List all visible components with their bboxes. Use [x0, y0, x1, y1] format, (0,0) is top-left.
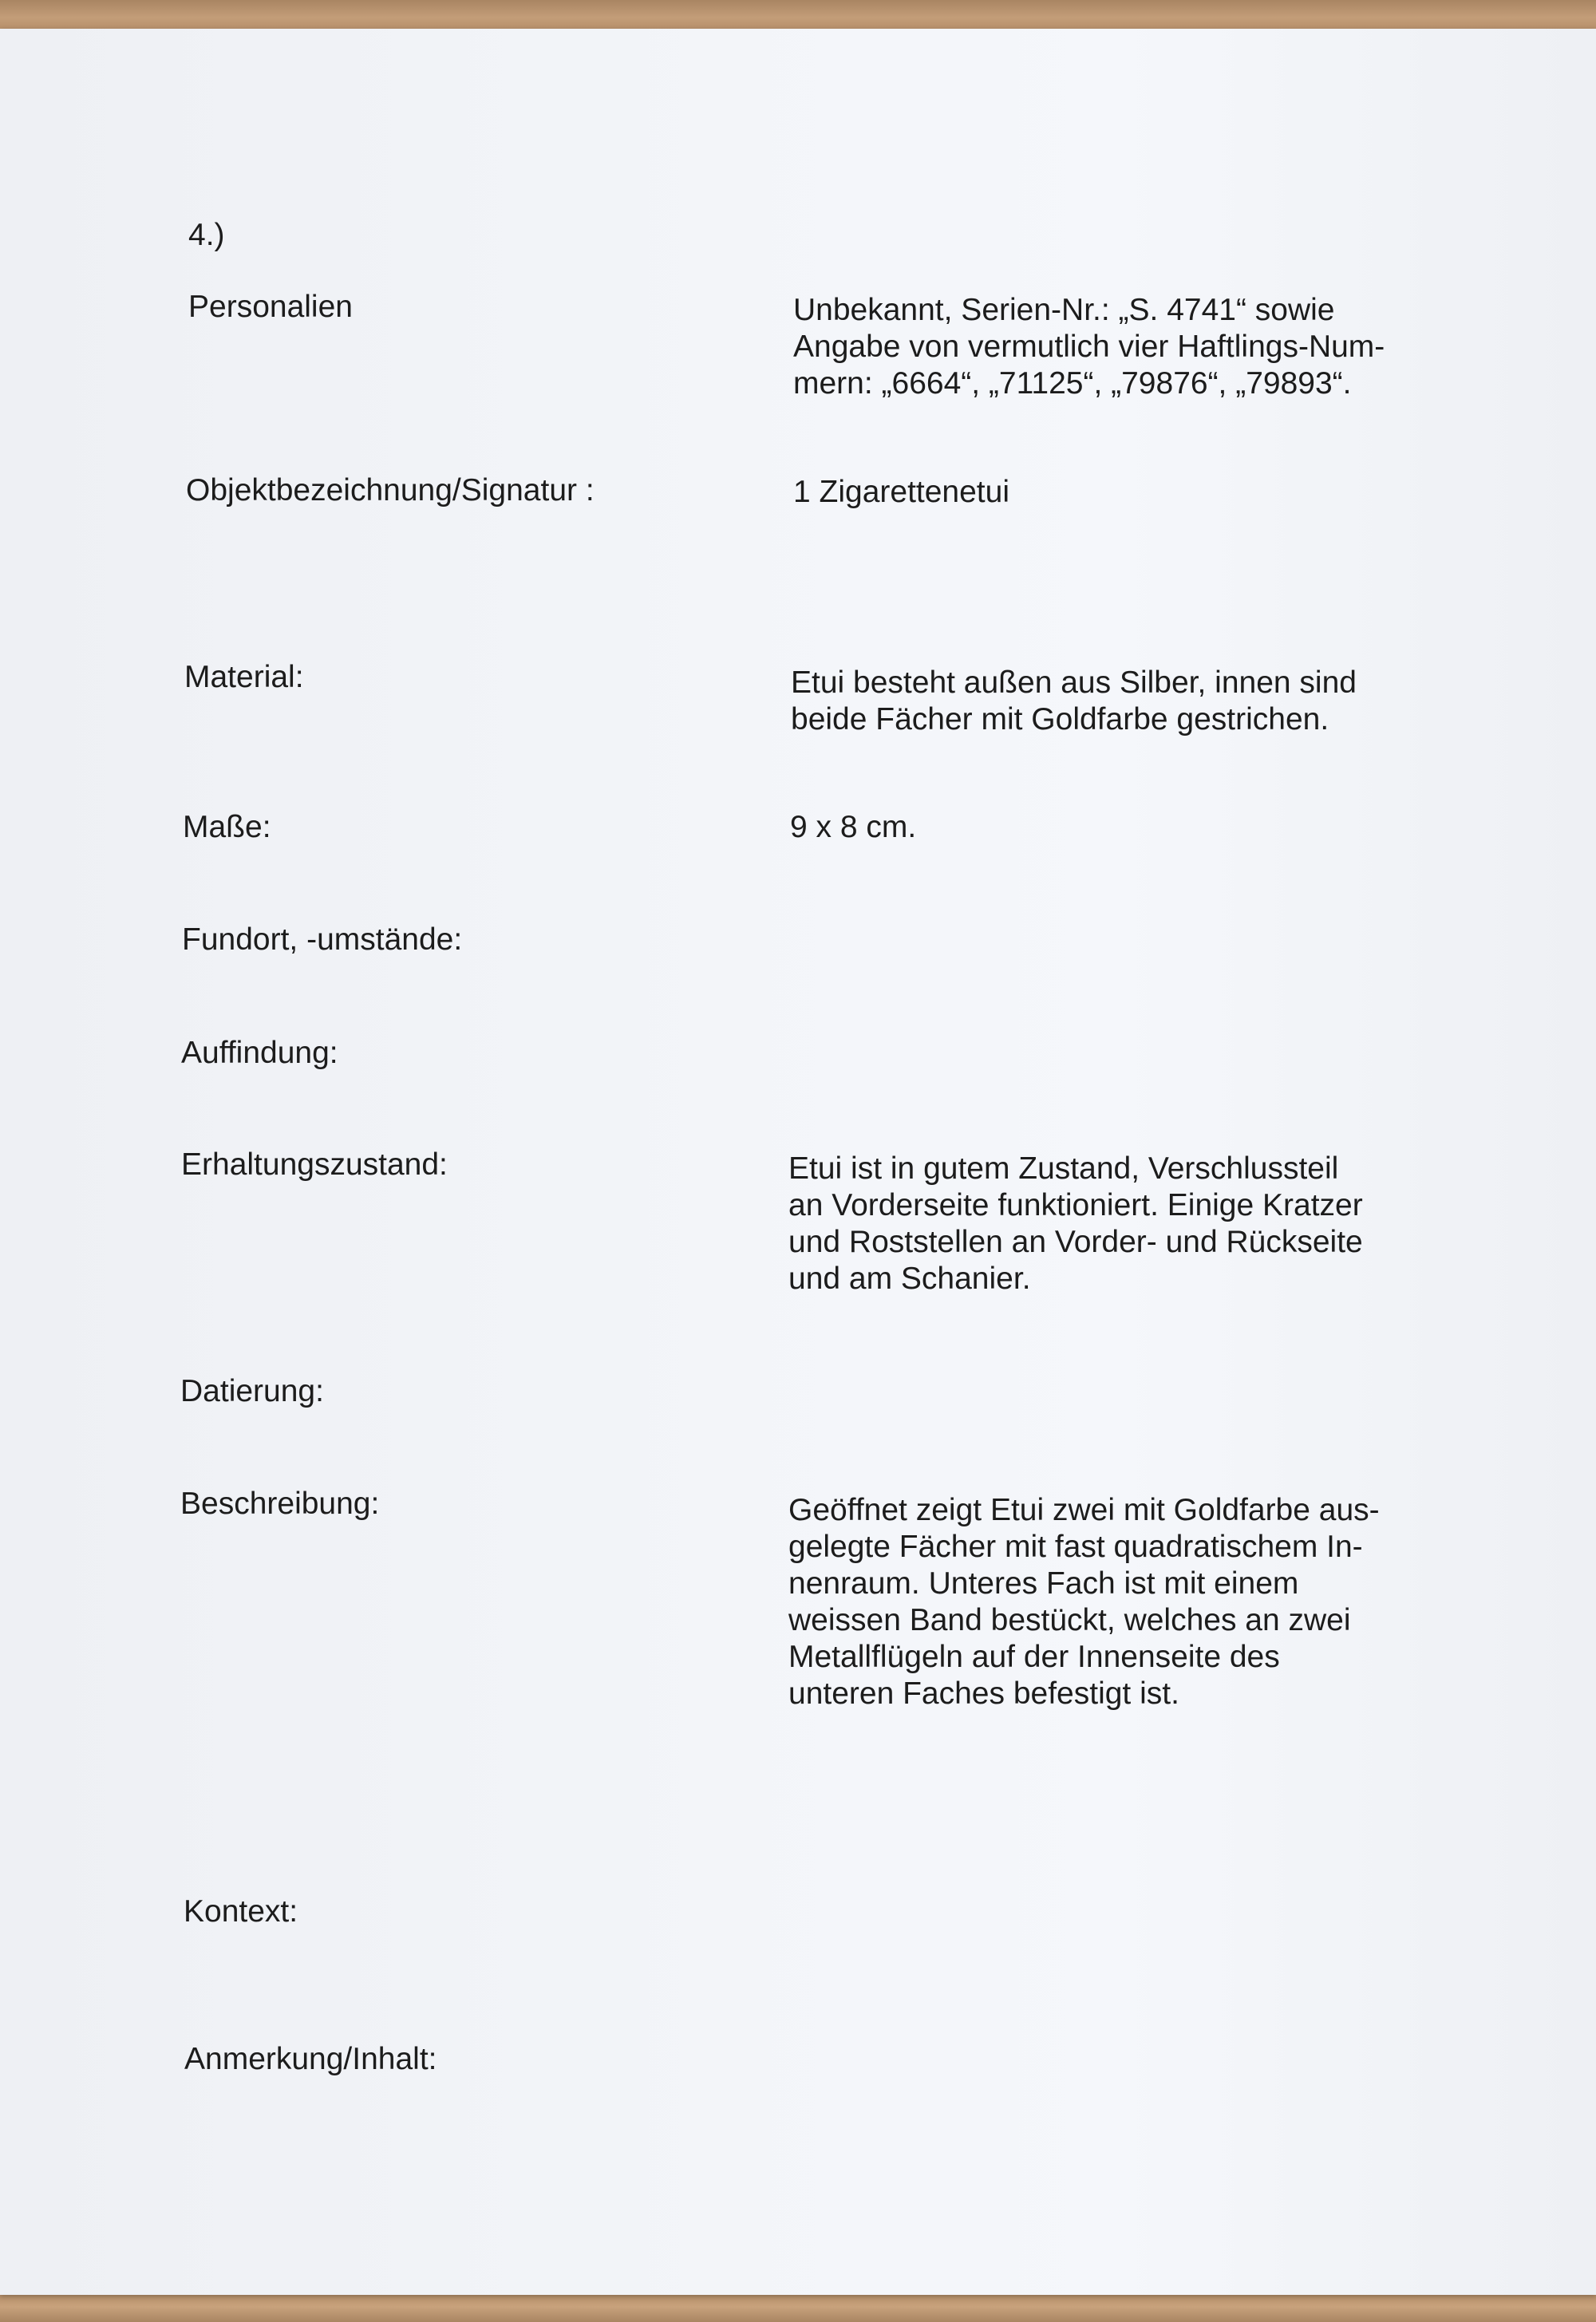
field-value-objektbezeichnung: 1 Zigarettenetui [793, 475, 1010, 509]
field-label-datierung: Datierung: [180, 1374, 324, 1408]
field-value-material: Etui besteht außen aus Silber, innen sind beide Fächer mit Goldfarbe gestrichen. [791, 665, 1357, 736]
field-value-erhaltungszustand: Etui ist in gutem Zustand, Verschlussteil an Vorderseite funktioniert. Einige Kratzer und Roststellen an Vorder- und Rückseite und am Schanier. [788, 1151, 1363, 1296]
field-label-objektbezeichnung: Objektbezeichnung/Signatur : [186, 473, 595, 507]
field-label-fundort: Fundort, -umstände: [182, 922, 463, 957]
table-surface-top [0, 0, 1596, 32]
field-label-auffindung: Auffindung: [181, 1036, 338, 1070]
field-label-material: Material: [184, 660, 304, 694]
field-label-anmerkung: Anmerkung/Inhalt: [184, 2042, 437, 2076]
field-label-kontext: Kontext: [184, 1894, 298, 1929]
field-label-masse: Maße: [183, 810, 271, 844]
field-value-personalien: Unbekannt, Serien-Nr.: „S. 4741“ sowie Angabe von vermutlich vier Haftlings-Num- mern: „6664“, „71125“, „79876“, „79893“. [793, 293, 1385, 401]
field-label-beschreibung: Beschreibung: [180, 1487, 380, 1521]
field-label-erhaltungszustand: Erhaltungszustand: [181, 1147, 448, 1182]
entry-number: 4.) [188, 218, 225, 252]
table-surface-bottom [0, 2292, 1596, 2322]
field-label-personalien: Personalien [188, 290, 353, 324]
field-value-masse: 9 x 8 cm. [790, 810, 917, 844]
field-value-beschreibung: Geöffnet zeigt Etui zwei mit Goldfarbe aus- gelegte Fächer mit fast quadratischem In- nenraum. Unteres Fach ist mit einem weissen Band bestückt, welches an zwei Metallflügeln auf der Innenseite des unteren Faches befestigt ist. [788, 1493, 1380, 1711]
